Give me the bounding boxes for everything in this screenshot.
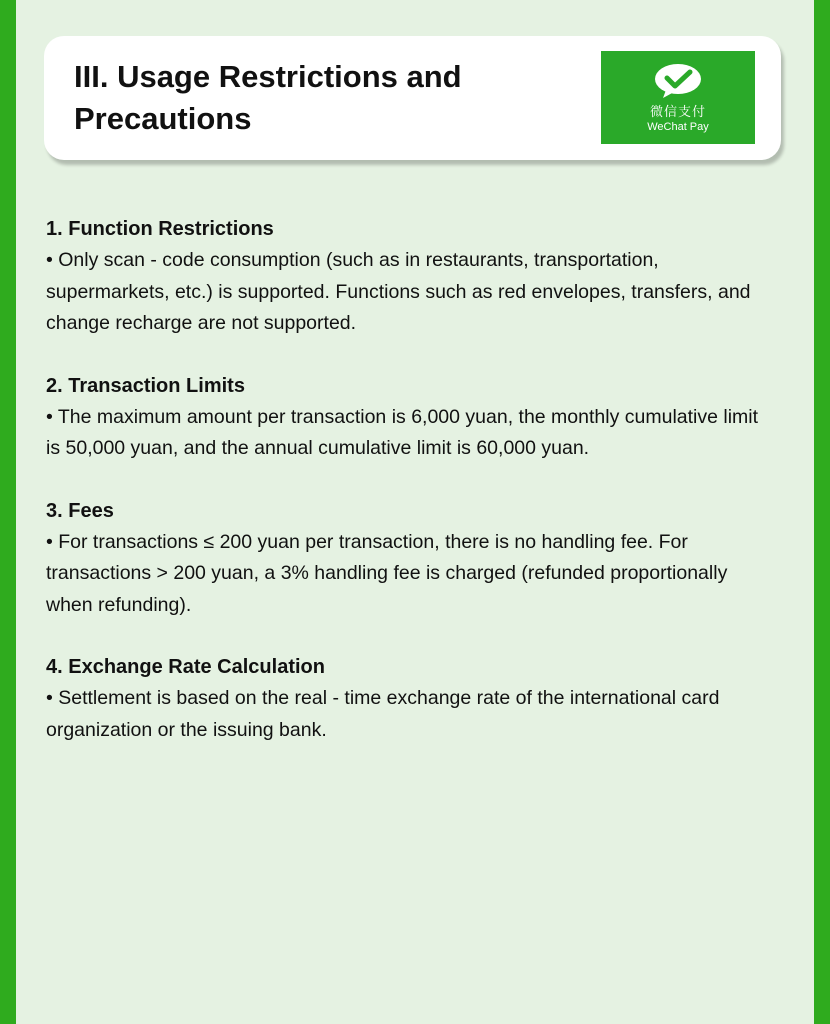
section-heading: 2. Transaction Limits [46,374,245,397]
section-heading: 1. Function Restrictions [46,218,274,240]
header-card [44,36,781,160]
content-area [46,213,776,776]
section-fees [46,495,776,622]
wechat-pay-check-bubble-icon [653,63,703,99]
section-heading: 3. Fees [46,499,114,522]
section-heading: 4. Exchange Rate Calculation [46,656,325,678]
section-body: • Only scan - code consumption (such as in restaurants, transportation, supermarkets, etc.) is supported. Functions such as red envelopes, transfers, and change recharge are not supported. [46,249,751,334]
wechat-pay-logo [601,51,755,144]
logo-text-english: WeChat Pay [647,121,709,133]
section-body: • Settlement is based on the real - time exchange rate of the international card organization or the issuing bank. [46,687,720,741]
section-function-restrictions [46,213,776,340]
section-body: • For transactions ≤ 200 yuan per transaction, there is no handling fee. For transactions > 200 yuan, a 3% handling fee is charged (refunded proportionally when refunding). [46,530,728,616]
logo-text-chinese: 微信支付 [649,105,706,120]
page-title: III. Usage Restrictions and Precautions [74,59,462,136]
section-transaction-limits [46,370,776,465]
page-background [16,0,814,1024]
section-body: • The maximum amount per transaction is 6,000 yuan, the monthly cumulative limit is 50,000 yuan, and the annual cumulative limit is 60,000 yuan. [46,405,759,459]
section-exchange-rate [46,651,776,746]
